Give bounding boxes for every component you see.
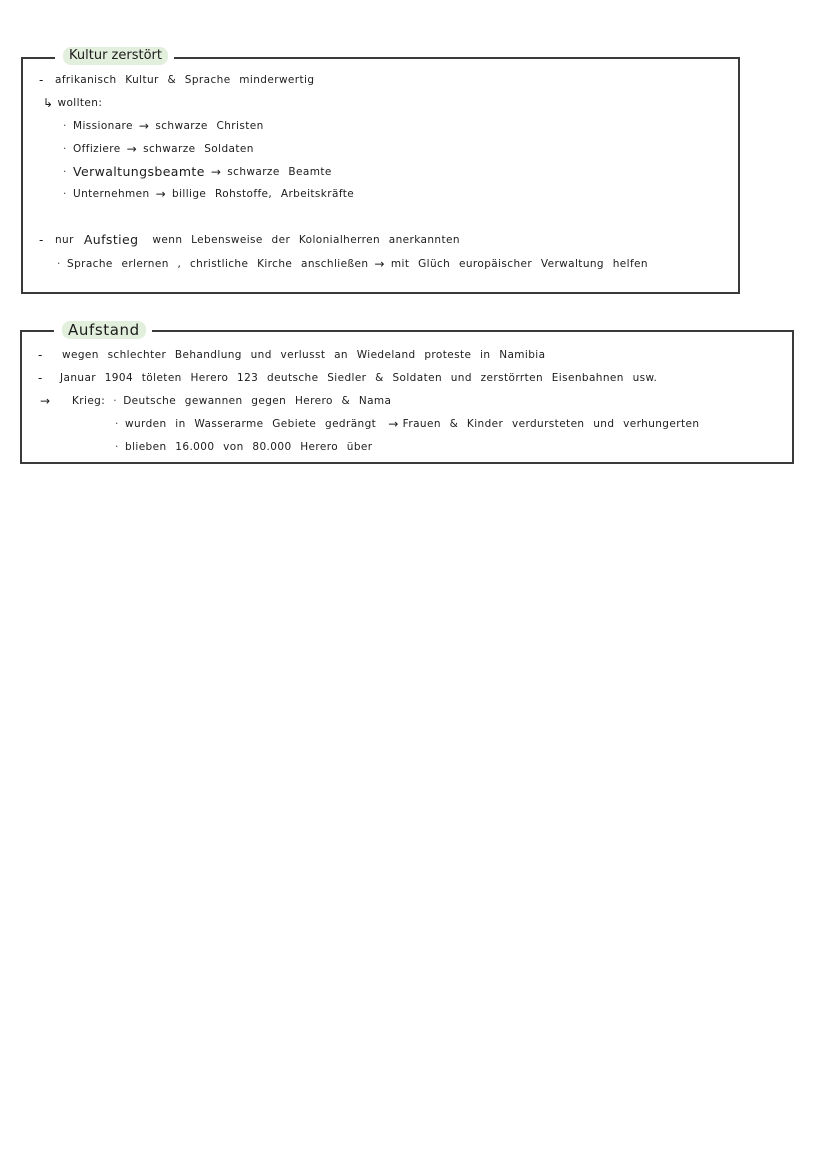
arrow-right-icon: → — [374, 257, 385, 271]
arrow-right-icon: → — [210, 165, 222, 179]
note-line — [63, 119, 264, 133]
note-text: Januar 1904 töleten Herero 123 deutsche Siedler & Soldaten und zerstörrten Eisenbahnen usw. — [60, 372, 658, 384]
arrow-right-icon: → — [138, 119, 150, 133]
note-text: wenn Lebensweise der Kolonialherren anerkannten — [152, 234, 460, 246]
note-line — [40, 394, 391, 408]
note-text-right: mit Glüch europäischer Verwaltung helfen — [390, 258, 648, 270]
bullet-marker: · — [57, 258, 61, 270]
note-text-right: schwarze Beamte — [227, 166, 332, 178]
note-text-left: Unternehmen — [73, 188, 150, 200]
note-text-right: billige Rohstoffe, Arbeitskräfte — [172, 188, 355, 200]
note-text: blieben 16.000 von 80.000 Herero über — [125, 441, 373, 453]
note-line — [115, 440, 373, 454]
note-text-left: Offiziere — [73, 143, 121, 155]
arrow-right-icon: → — [126, 142, 138, 156]
dash-marker: - — [38, 348, 43, 362]
section-kultur-zerstoert — [21, 48, 740, 294]
note-text-left: Verwaltungsbeamte — [73, 164, 205, 179]
section-heading: Aufstand — [62, 321, 146, 339]
note-text: wegen schlechter Behandlung und verlusst an Wiedeland proteste in Namibia — [62, 349, 546, 361]
note-line — [115, 417, 699, 431]
dash-marker: - — [39, 73, 44, 87]
note-text: nur — [55, 234, 74, 246]
section-aufstand — [20, 321, 794, 464]
dash-marker: - — [38, 371, 43, 385]
bullet-marker: · — [63, 143, 67, 155]
section-heading: Kultur zerstört — [63, 47, 168, 65]
arrow-right-icon: → — [388, 417, 399, 431]
note-line — [63, 165, 332, 179]
note-line — [38, 348, 545, 362]
note-text-left: wurden in Wasserarme Gebiete gedrängt — [125, 418, 377, 430]
note-text-left: Missionare — [73, 120, 133, 132]
note-line — [39, 233, 460, 247]
arrow-right-icon: → — [155, 187, 167, 201]
note-line — [39, 73, 314, 87]
note-text: wollten: — [57, 97, 103, 109]
note-text: afrikanisch Kultur & Sprache minderwertig — [55, 74, 315, 86]
note-text-right: Frauen & Kinder verdursteten und verhungerten — [402, 418, 700, 430]
return-arrow-icon: ↳ — [43, 96, 54, 110]
dash-marker: - — [39, 233, 44, 247]
bullet-marker: · — [113, 395, 117, 407]
note-line — [38, 371, 657, 385]
note-line — [63, 187, 354, 201]
note-line — [43, 96, 102, 110]
bullet-marker: · — [115, 418, 119, 430]
note-line — [57, 257, 648, 271]
long-arrow-right-icon: → — [40, 394, 51, 408]
bullet-marker: · — [63, 166, 67, 178]
bullet-marker: · — [115, 441, 119, 453]
note-text-right: schwarze Soldaten — [143, 143, 254, 155]
note-text-left: Sprache erlernen , christliche Kirche anschließen — [67, 258, 369, 270]
note-label: Krieg: — [72, 395, 106, 407]
note-text-right: schwarze Christen — [155, 120, 264, 132]
section-title — [54, 320, 152, 340]
note-text-emphasis: Aufstieg — [83, 232, 139, 247]
note-text: Deutsche gewannen gegen Herero & Nama — [123, 395, 392, 407]
bullet-marker: · — [63, 188, 67, 200]
note-line — [63, 142, 254, 156]
section-title — [55, 46, 174, 66]
bullet-marker: · — [63, 120, 67, 132]
